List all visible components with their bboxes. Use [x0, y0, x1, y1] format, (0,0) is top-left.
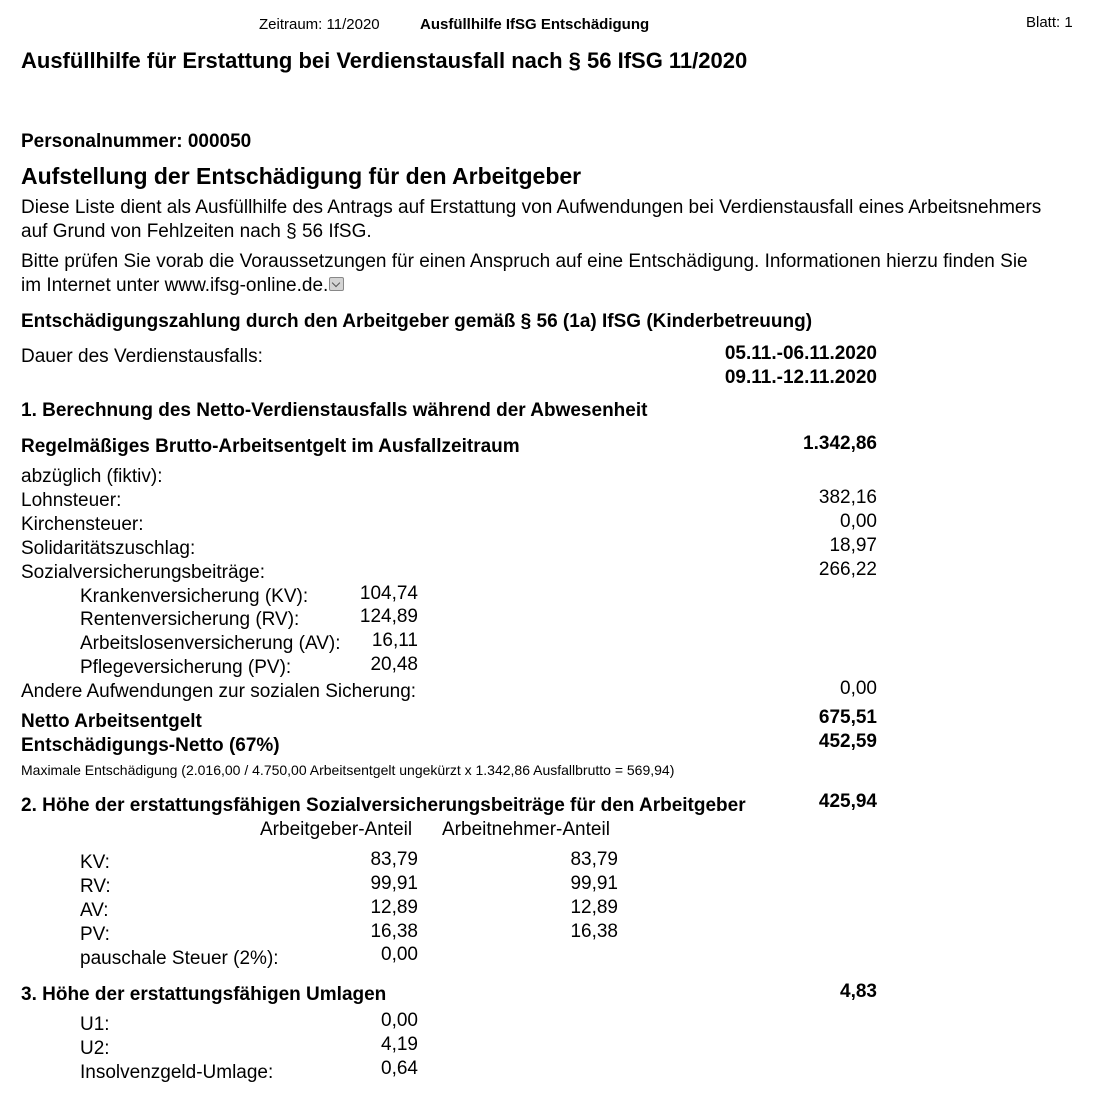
compensation-net-value: 452,59 — [818, 731, 877, 752]
net-salary-value: 675,51 — [818, 707, 877, 728]
av-label: AV: — [80, 900, 109, 921]
max-compensation-note: Maximale Entschädigung (2.016,00 / 4.750,00 Arbeitsentgelt ungekürzt x 1.342,86 Ausfallbrutto = 569,94) — [21, 762, 675, 778]
payment-heading: Entschädigungszahlung durch den Arbeitgeber gemäß § 56 (1a) IfSG (Kinderbetreuung) — [21, 311, 813, 332]
insolvency-levy-value: 0,64 — [381, 1058, 418, 1079]
gross-salary-label: Regelmäßiges Brutto-Arbeitsentgelt im Ausfallzeitraum — [21, 436, 520, 457]
employee-share-header: Arbeitnehmer-Anteil — [442, 819, 610, 840]
intro-paragraph-1-line-1: Diese Liste dient als Ausfüllhilfe des Antrags auf Erstattung von Aufwendungen bei Verdienstausfall eines Arbeitsnehmers — [21, 197, 1042, 218]
personnel-number: Personalnummer: 000050 — [21, 131, 252, 152]
pv-employee-value: 16,38 — [570, 921, 618, 942]
link-icon[interactable] — [329, 277, 344, 291]
section-3-heading: 3. Höhe der erstattungsfähigen Umlagen — [21, 984, 387, 1005]
wage-tax-label: Lohnsteuer: — [21, 490, 122, 511]
page-title: Ausfüllhilfe für Erstattung bei Verdienstausfall nach § 56 IfSG 11/2020 — [21, 48, 748, 73]
section-1-heading: 1. Berechnung des Netto-Verdienstausfalls während der Abwesenheit — [21, 400, 648, 421]
kv-employee-value: 83,79 — [570, 849, 618, 870]
flat-tax-employer-value: 0,00 — [381, 944, 418, 965]
period-label: Zeitraum: 11/2020 — [259, 16, 380, 33]
net-salary-label: Netto Arbeitsentgelt — [21, 711, 202, 732]
deduction-label: abzüglich (fiktiv): — [21, 466, 163, 487]
intro-paragraph-2-line-1: Bitte prüfen Sie vorab die Voraussetzungen für einen Anspruch auf eine Entschädigung. Informationen hierzu finden Sie — [21, 251, 1028, 272]
flat-tax-label: pauschale Steuer (2%): — [80, 948, 279, 969]
insolvency-levy-label: Insolvenzgeld-Umlage: — [80, 1062, 274, 1083]
document-name: Ausfüllhilfe IfSG Entschädigung — [420, 16, 650, 33]
social-insurance-value: 266,22 — [818, 559, 877, 580]
av-employee-value: 12,89 — [570, 897, 618, 918]
other-social-expenses-value: 0,00 — [840, 678, 877, 699]
rv-label: RV: — [80, 876, 111, 897]
duration-label: Dauer des Verdienstausfalls: — [21, 346, 263, 367]
av-employer-value: 12,89 — [370, 897, 418, 918]
care-insurance-value: 20,48 — [370, 654, 418, 675]
u2-label: U2: — [80, 1038, 110, 1059]
pv-employer-value: 16,38 — [370, 921, 418, 942]
compensation-net-label: Entschädigungs-Netto (67%) — [21, 735, 280, 756]
intro-paragraph-2-line-2 — [21, 274, 344, 298]
section-subtitle: Aufstellung der Entschädigung für den Arbeitgeber — [21, 163, 582, 189]
rv-employer-value: 99,91 — [370, 873, 418, 894]
pension-insurance-value: 124,89 — [359, 606, 418, 627]
church-tax-value: 0,00 — [840, 511, 877, 532]
section-3-total: 4,83 — [840, 981, 877, 1002]
solidarity-surcharge-value: 18,97 — [829, 535, 877, 556]
sheet-number: Blatt: 1 — [1026, 14, 1073, 31]
rv-employee-value: 99,91 — [570, 873, 618, 894]
social-insurance-label: Sozialversicherungsbeiträge: — [21, 562, 265, 583]
duration-period-1: 05.11.-06.11.2020 — [724, 343, 877, 364]
unemployment-insurance-label: Arbeitslosenversicherung (AV): — [80, 633, 341, 654]
intro-paragraph-1-line-2: auf Grund von Fehlzeiten nach § 56 IfSG. — [21, 221, 372, 242]
pension-insurance-label: Rentenversicherung (RV): — [80, 609, 300, 630]
section-2-heading: 2. Höhe der erstattungsfähigen Sozialversicherungsbeiträge für den Arbeitgeber — [21, 795, 746, 816]
other-social-expenses-label: Andere Aufwendungen zur sozialen Sicherung: — [21, 681, 417, 702]
health-insurance-value: 104,74 — [359, 583, 418, 604]
health-insurance-label: Krankenversicherung (KV): — [80, 586, 309, 607]
kv-employer-value: 83,79 — [370, 849, 418, 870]
gross-salary-value: 1.342,86 — [803, 433, 877, 454]
care-insurance-label: Pflegeversicherung (PV): — [80, 657, 292, 678]
duration-period-2: 09.11.-12.11.2020 — [724, 367, 877, 388]
section-2-total: 425,94 — [818, 791, 877, 812]
church-tax-label: Kirchensteuer: — [21, 514, 144, 535]
employer-share-header: Arbeitgeber-Anteil — [260, 819, 413, 840]
u1-value: 0,00 — [381, 1010, 418, 1031]
u1-label: U1: — [80, 1014, 110, 1035]
wage-tax-value: 382,16 — [818, 487, 877, 508]
solidarity-surcharge-label: Solidaritätszuschlag: — [21, 538, 196, 559]
pv-label: PV: — [80, 924, 110, 945]
u2-value: 4,19 — [381, 1034, 418, 1055]
website-text: im Internet unter www.ifsg-online.de. — [21, 275, 329, 296]
unemployment-insurance-value: 16,11 — [371, 630, 418, 651]
kv-label: KV: — [80, 852, 110, 873]
